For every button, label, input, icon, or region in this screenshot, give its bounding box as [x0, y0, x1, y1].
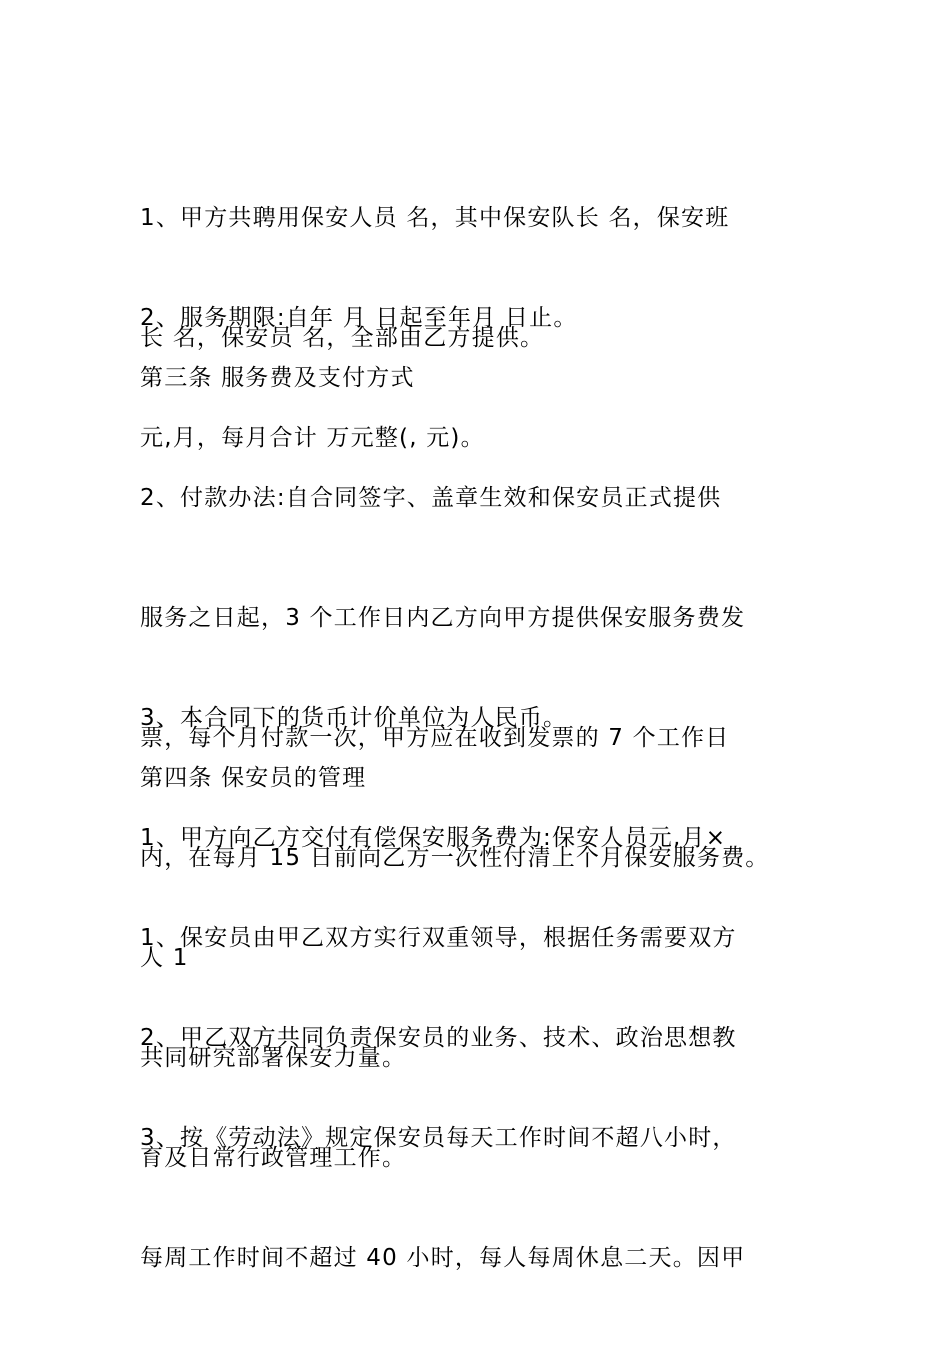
- text-line: 2、付款办法:自合同签字、盖章生效和保安员正式提供: [140, 485, 722, 511]
- text-line: 1、甲方向乙方交付有偿保安服务费为:保安人员元,月×: [140, 825, 727, 851]
- text-line: 1、保安员由甲乙双方实行双重领导，根据任务需要双方: [140, 925, 737, 951]
- text-line: 服务之日起，3 个工作日内乙方向甲方提供保安服务费发: [140, 605, 746, 631]
- text-line: 3、按《劳动法》规定保安员每天工作时间不超八小时，: [140, 1125, 737, 1151]
- text-line: 2、服务期限:自年 月 日起至年月 日止。: [140, 305, 578, 331]
- text-line: 育及日常行政管理工作。: [140, 1145, 407, 1171]
- text-line: 1、甲方共聘用保安人员 名，其中保安队长 名，保安班: [140, 205, 730, 231]
- text-line: 共同研究部署保安力量。: [140, 1045, 407, 1071]
- text-line: 元,月，每月合计 万元整(, 元)。: [140, 425, 485, 451]
- text-line: 2、甲乙双方共同负责保安员的业务、技术、政治思想教: [140, 1025, 737, 1051]
- text-line: 票，每个月付款一次，甲方应在收到发票的 7 个工作日: [140, 725, 730, 751]
- text-line: 内，在每月 15 日前向乙方一次性付清上个月保安服务费。: [140, 845, 770, 871]
- text-line: 长 名，保安员 名，全部由乙方提供。: [140, 325, 545, 351]
- text-line: 每周工作时间不超过 40 小时，每人每周休息二天。因甲: [140, 1245, 746, 1271]
- text-line: 3、本合同下的货币计价单位为人民币。: [140, 705, 568, 731]
- text-line: 人 1: [140, 945, 189, 971]
- paragraph-working-hours: [140, 1038, 830, 1358]
- text-line: 第三条 服务费及支付方式: [140, 365, 415, 391]
- text-line: 第四条 保安员的管理: [140, 765, 367, 791]
